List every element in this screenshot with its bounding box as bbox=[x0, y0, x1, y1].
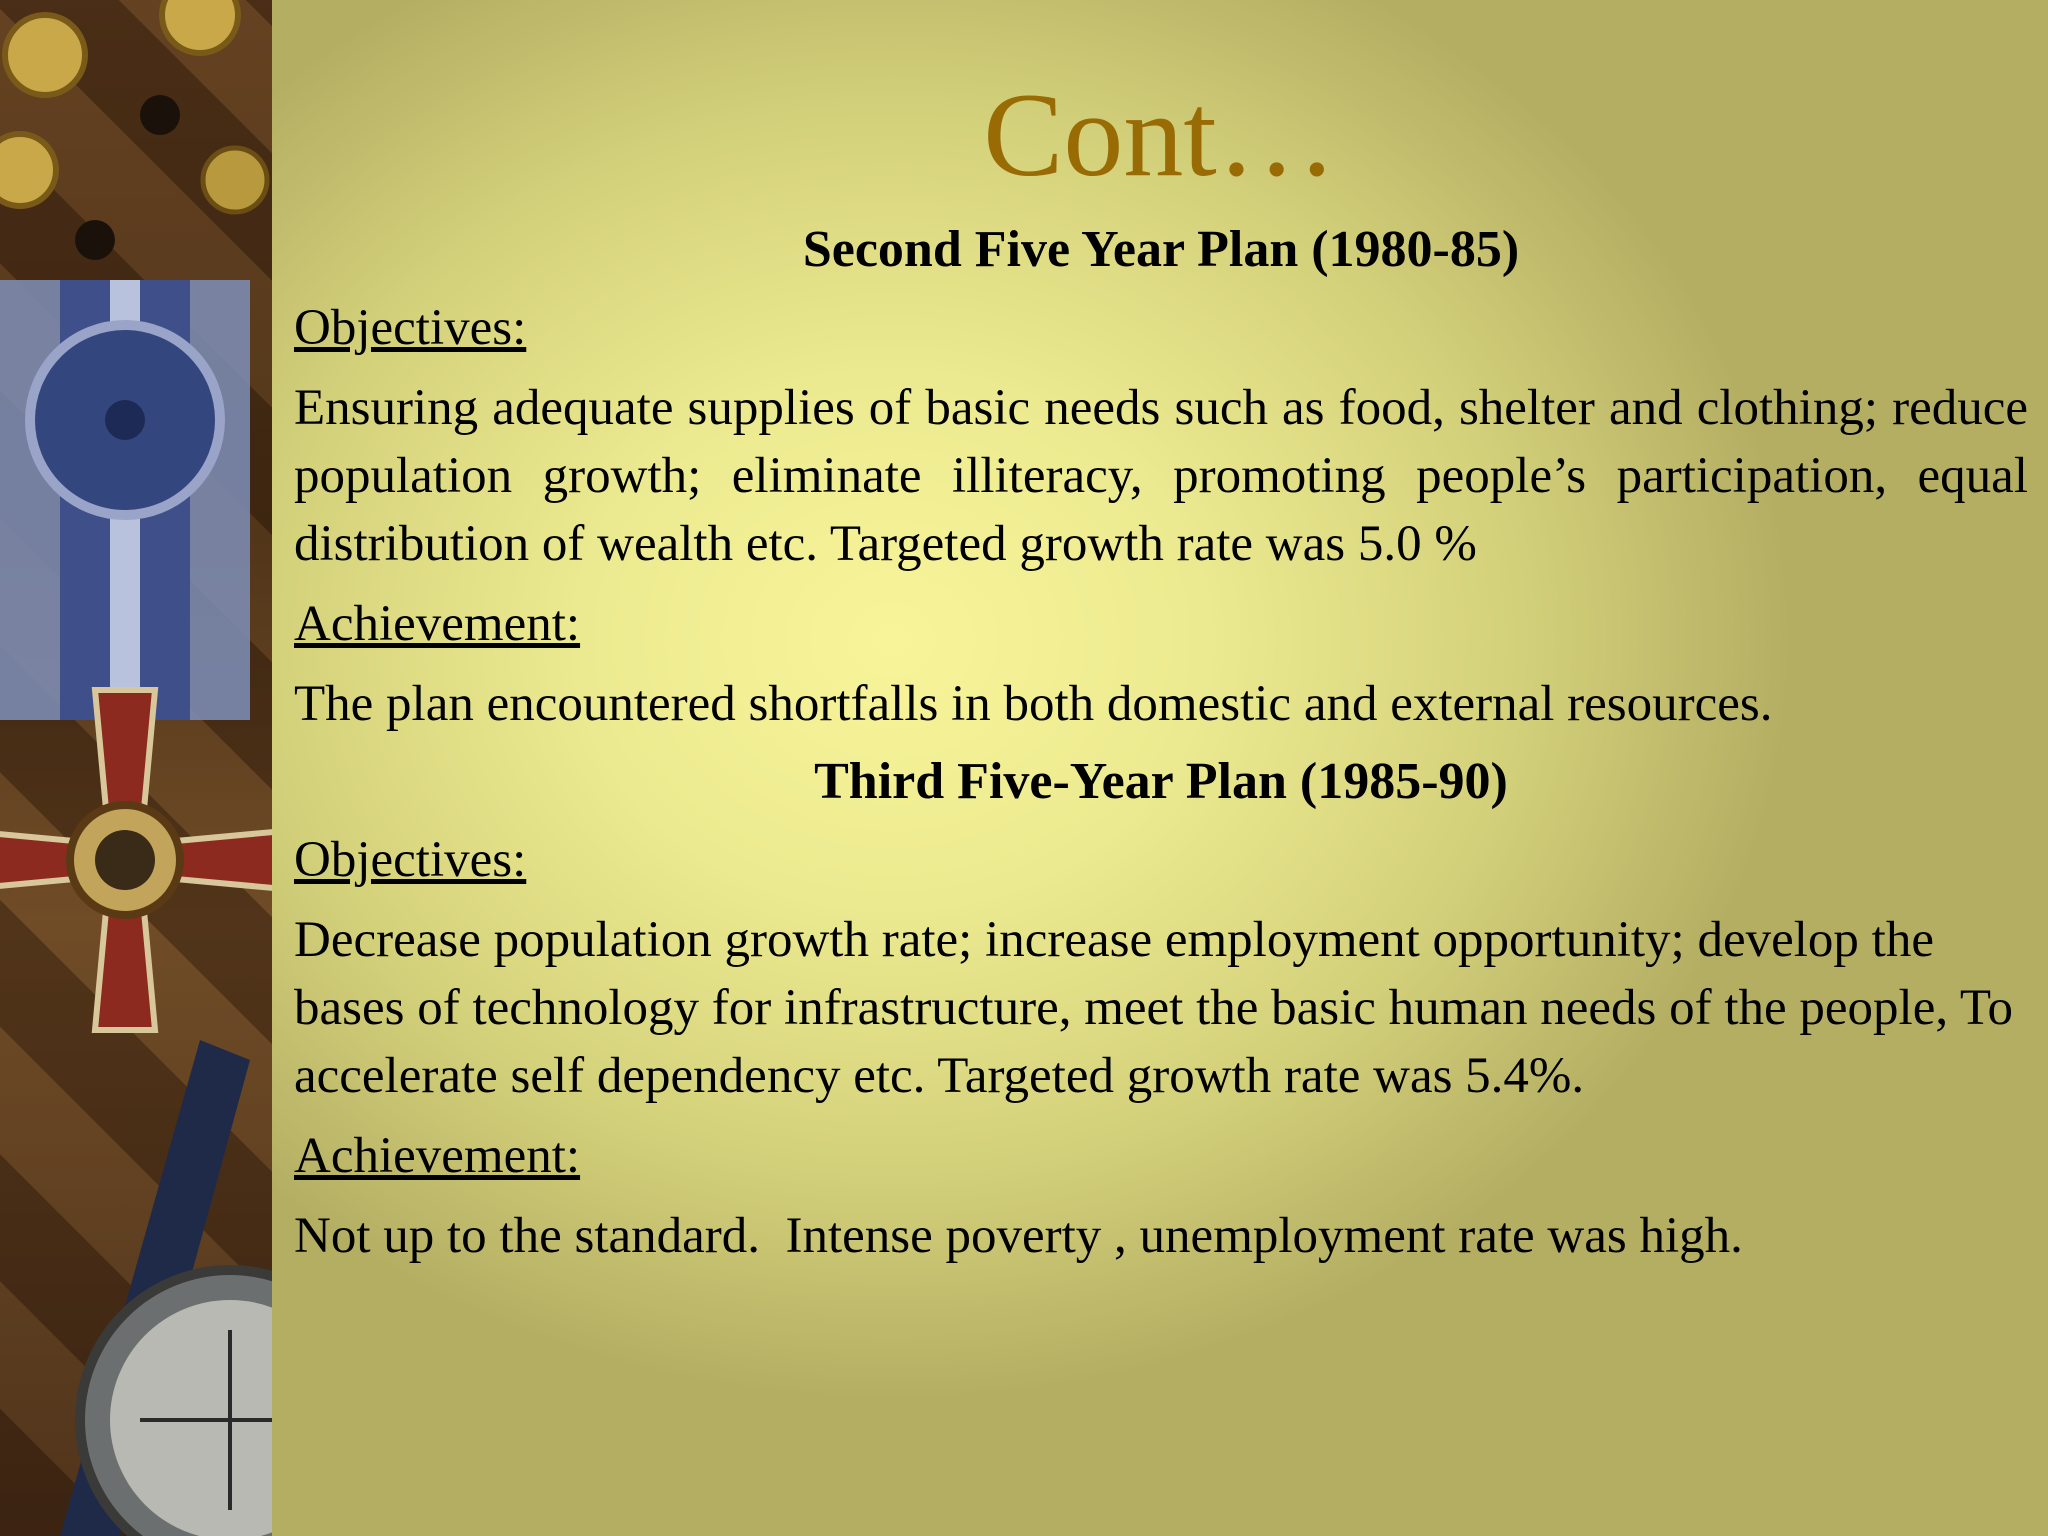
objectives-text-third-plan: Decrease population growth rate; increase employment opportunity; develop the bases of technology for infrastructure, meet the basic human needs of the people, To accelerate self dependency etc. Targeted growth rate was 5.4%. bbox=[294, 912, 2014, 1104]
section-heading-third-plan: Third Five-Year Plan (1985-90) bbox=[814, 753, 1508, 810]
achievement-text-third-plan: Not up to the standard. Intense poverty , unemployment rate was high. bbox=[294, 1208, 1743, 1264]
achievement-text-second-plan: The plan encountered shortfalls in both domestic and external resources. bbox=[294, 676, 1773, 732]
slide-content bbox=[294, 218, 2028, 1270]
section-heading-second-plan: Second Five Year Plan (1980-85) bbox=[802, 221, 1520, 278]
objectives-label-third-plan: Objectives: bbox=[294, 832, 527, 888]
slide-area bbox=[272, 0, 2048, 1536]
achievement-label-second-plan: Achievement: bbox=[294, 596, 581, 652]
objectives-label-second-plan: Objectives: bbox=[294, 300, 527, 356]
medals-compass-image bbox=[0, 0, 272, 1536]
achievement-label-third-plan: Achievement: bbox=[294, 1128, 581, 1184]
decorative-side-image bbox=[0, 0, 272, 1536]
slide-title: Cont… bbox=[983, 68, 1337, 201]
objectives-text-second-plan: Ensuring adequate supplies of basic needs such as food, shelter and clothing; reduce population growth; eliminate illiteracy, promoting people’s participation, equal distribution of wealth etc. Targeted growth rate was 5.0 % bbox=[294, 380, 2028, 572]
